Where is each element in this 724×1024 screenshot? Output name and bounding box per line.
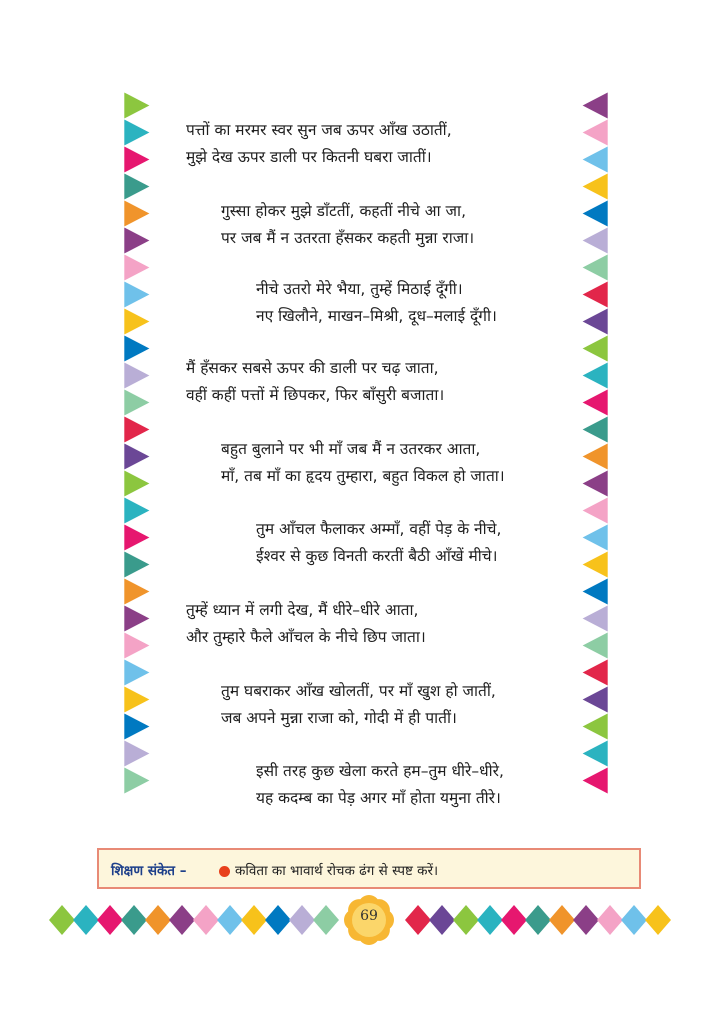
footer-diamond	[549, 905, 575, 935]
footer-diamond	[49, 905, 75, 935]
footer-diamond	[121, 905, 147, 935]
footer-diamond	[597, 905, 623, 935]
stanza-5	[221, 436, 505, 490]
poem-line: ईश्वर से कुछ विनती करतीं बैठी आँखें मीचे।	[256, 547, 498, 565]
stanza-4	[186, 355, 444, 409]
poem-line: पत्तों का मरमर स्वर सुन जब ऊपर आँख उठातीं,	[186, 121, 452, 139]
poem-line: वहीं कहीं पत्तों में छिपकर, फिर बाँसुरी बजाता।	[186, 386, 445, 404]
footer-diamond	[193, 905, 219, 935]
footer-diamond	[169, 905, 195, 935]
teaching-note-text: कविता का भावार्थ रोचक ढंग से स्पष्ट करें।	[235, 863, 439, 879]
poem-line: और तुम्हारे फैले आँचल के नीचे छिप जाता।	[186, 628, 426, 646]
poem-line: तुम घबराकर आँख खोलतीं, पर माँ खुश हो जातीं,	[221, 682, 496, 700]
footer-diamond	[453, 905, 479, 935]
footer-diamond	[73, 905, 99, 935]
stanza-7	[186, 597, 426, 651]
footer-diamond	[97, 905, 123, 935]
poem-line: माँ, तब माँ का हृदय तुम्हारा, बहुत विकल हो जाता।	[221, 467, 505, 485]
bullet-dot-icon	[219, 866, 230, 877]
footer-diamond	[525, 905, 551, 935]
footer-diamond	[313, 905, 339, 935]
teaching-note-box	[97, 848, 641, 889]
teaching-note-label: शिक्षण संकेत –	[111, 863, 187, 879]
footer-diamond	[217, 905, 243, 935]
footer-diamond	[265, 905, 291, 935]
footer-diamond	[429, 905, 455, 935]
stanza-2	[221, 198, 474, 252]
footer-diamond	[573, 905, 599, 935]
poem-line: जब अपने मुन्ना राजा को, गोदी में ही पातीं।	[221, 709, 457, 727]
footer-diamond	[645, 905, 671, 935]
footer-diamond	[477, 905, 503, 935]
footer-diamond	[621, 905, 647, 935]
poem-line: मुझे देख ऊपर डाली पर कितनी घबरा जातीं।	[186, 148, 432, 166]
footer-diamond	[289, 905, 315, 935]
footer-diamond	[501, 905, 527, 935]
stanza-9	[256, 758, 504, 812]
stanza-6	[256, 516, 501, 570]
poem-line: तुम्हें ध्यान में लगी देख, मैं धीरे–धीरे आता,	[186, 601, 419, 619]
poem-line: बहुत बुलाने पर भी माँ जब मैं न उतरकर आता,	[221, 440, 481, 458]
stanza-1	[186, 117, 452, 171]
poem-line: नए खिलौने, माखन–मिश्री, दूध–मलाई दूँगी।	[256, 307, 497, 325]
poem-line: तुम आँचल फैलाकर अम्माँ, वहीं पेड़ के नीचे,	[256, 520, 502, 538]
poem-line: पर जब मैं न उतरता हँसकर कहती मुन्ना राजा।	[221, 229, 475, 247]
poem-line: नीचे उतरो मेरे भैया, तुम्हें मिठाई दूँगी।	[256, 280, 463, 298]
poem-line: यह कदम्ब का पेड़ अगर माँ होता यमुना तीरे।	[256, 789, 501, 807]
poem-line: इसी तरह कुछ खेला करते हम–तुम धीरे–धीरे,	[256, 762, 504, 780]
stanza-8	[221, 678, 496, 732]
stanza-3	[256, 276, 497, 330]
footer-diamond	[145, 905, 171, 935]
poem-line: गुस्सा होकर मुझे डाँटतीं, कहतीं नीचे आ जा,	[221, 202, 466, 220]
footer-diamond	[241, 905, 267, 935]
footer-diamond	[405, 905, 431, 935]
poem-line: मैं हँसकर सबसे ऊपर की डाली पर चढ़ जाता,	[186, 359, 439, 377]
page-number: 69	[360, 908, 378, 924]
